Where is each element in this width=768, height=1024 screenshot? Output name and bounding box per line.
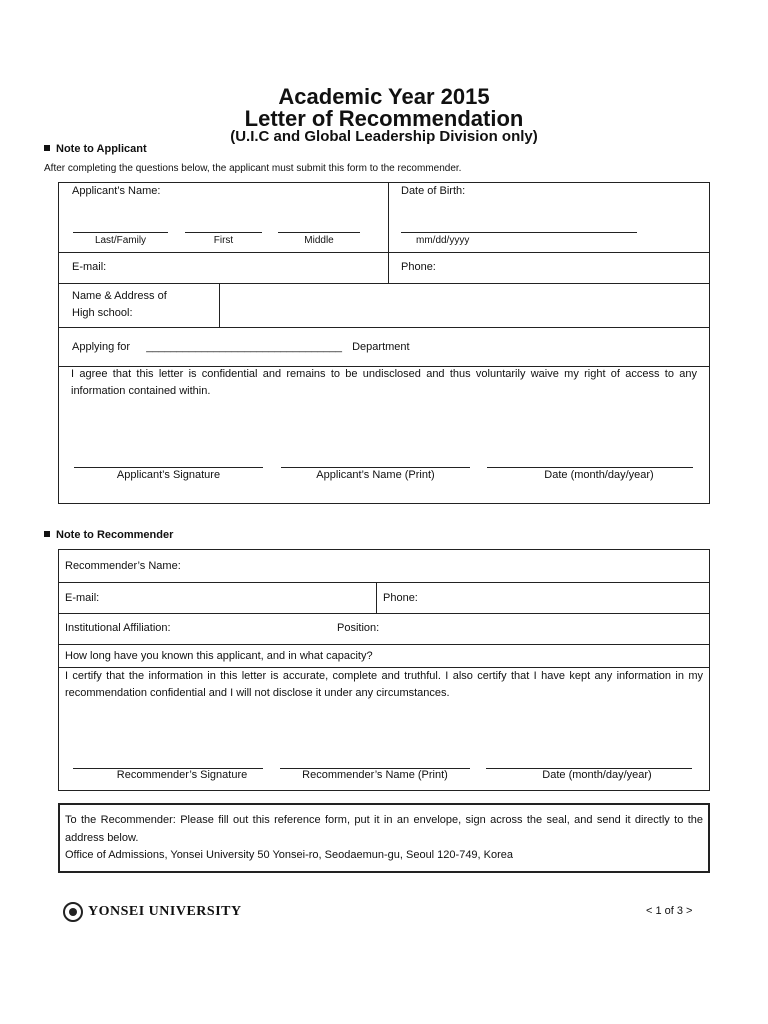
recommender-print-name-caption: Recommender’s Name (Print): [302, 769, 448, 781]
school-label-line1: Name & Address of: [72, 290, 167, 302]
applicant-email-label: E-mail:: [72, 261, 107, 273]
middle-name-caption: Middle: [304, 235, 334, 246]
middle-name-field[interactable]: [278, 232, 360, 233]
table-divider: [388, 182, 389, 283]
last-name-caption: Last/Family: [94, 235, 147, 246]
recommender-instructions-text: To the Recommender: Please fill out this reference form, put it in an envelope, sign across the seal, and send it directly to the address below.: [65, 814, 703, 844]
form-year-title: Academic Year 2015: [278, 84, 490, 109]
applicant-instructions: After completing the questions below, the applicant must submit this form to the recommender.: [44, 163, 462, 174]
recommender-signature-caption: Recommender’s Signature: [116, 769, 248, 781]
recommender-section-heading: [44, 529, 173, 541]
table-divider: [58, 327, 710, 328]
table-divider: [58, 613, 710, 614]
dob-label: Date of Birth:: [401, 185, 466, 197]
square-bullet-icon: [44, 145, 50, 151]
applicant-name-label: Applicant’s Name:: [72, 185, 161, 197]
dob-field[interactable]: [401, 232, 637, 233]
admissions-address: Office of Admissions, Yonsei University 50 Yonsei-ro, Seodaemun-gu, Seoul 120-749, Korea: [65, 849, 514, 861]
applying-for-label: Applying for: [72, 341, 131, 353]
page-indicator: < 1 of 3 >: [646, 905, 693, 917]
applying-for-row: [72, 341, 410, 353]
recommender-section-heading-text: Note to Recommender: [56, 529, 174, 541]
applicant-section-heading-text: Note to Applicant: [56, 143, 147, 155]
table-divider: [58, 582, 710, 583]
applicant-print-name-caption: Applicant’s Name (Print): [316, 469, 435, 481]
high-school-field[interactable]: [220, 284, 708, 326]
last-name-field[interactable]: [73, 232, 168, 233]
first-name-field[interactable]: [185, 232, 262, 233]
applicant-print-name-field[interactable]: [281, 467, 470, 468]
recommender-email-label: E-mail:: [65, 592, 100, 604]
form-subtitle: (U.I.C and Global Leadership Division only): [230, 128, 538, 145]
affiliation-label: Institutional Affiliation:: [65, 622, 171, 634]
dob-format-caption: mm/dd/yyyy: [416, 235, 470, 246]
applicant-section-heading: [44, 143, 147, 155]
table-divider: [376, 582, 377, 613]
yonsei-logo-text: YONSEI UNIVERSITY: [88, 904, 242, 919]
recommender-name-label: Recommender’s Name:: [65, 560, 181, 572]
waiver-statement: I agree that this letter is confidential and remains to be undisclosed and thus voluntarily waive my right of access to any information contained within.: [71, 368, 697, 397]
recommender-date-caption: Date (month/day/year): [542, 769, 652, 781]
school-label-line2: High school:: [72, 307, 133, 319]
recommender-phone-label: Phone:: [383, 592, 418, 604]
table-divider: [58, 252, 710, 253]
department-label: Department: [352, 341, 410, 353]
applicant-phone-label: Phone:: [401, 261, 436, 273]
applicant-date-field[interactable]: [487, 467, 693, 468]
form-title: Letter of Recommendation: [244, 106, 524, 131]
position-label: Position:: [337, 622, 380, 634]
known-duration-question: How long have you known this applicant, and in what capacity?: [65, 650, 373, 662]
yonsei-emblem-icon: [63, 902, 83, 922]
applicant-signature-caption: Applicant’s Signature: [116, 469, 221, 481]
applicant-date-caption: Date (month/day/year): [544, 469, 654, 481]
first-name-caption: First: [213, 235, 234, 246]
department-field[interactable]: ________________________________: [146, 341, 342, 353]
square-bullet-icon: [44, 531, 50, 537]
certification-statement: I certify that the information in this letter is accurate, complete and truthful. I also certify that I have kept any information in my recommendation confidential and I will not disclose it under any circumstances.: [65, 670, 703, 699]
applicant-signature-field[interactable]: [74, 467, 263, 468]
table-divider: [58, 644, 710, 645]
